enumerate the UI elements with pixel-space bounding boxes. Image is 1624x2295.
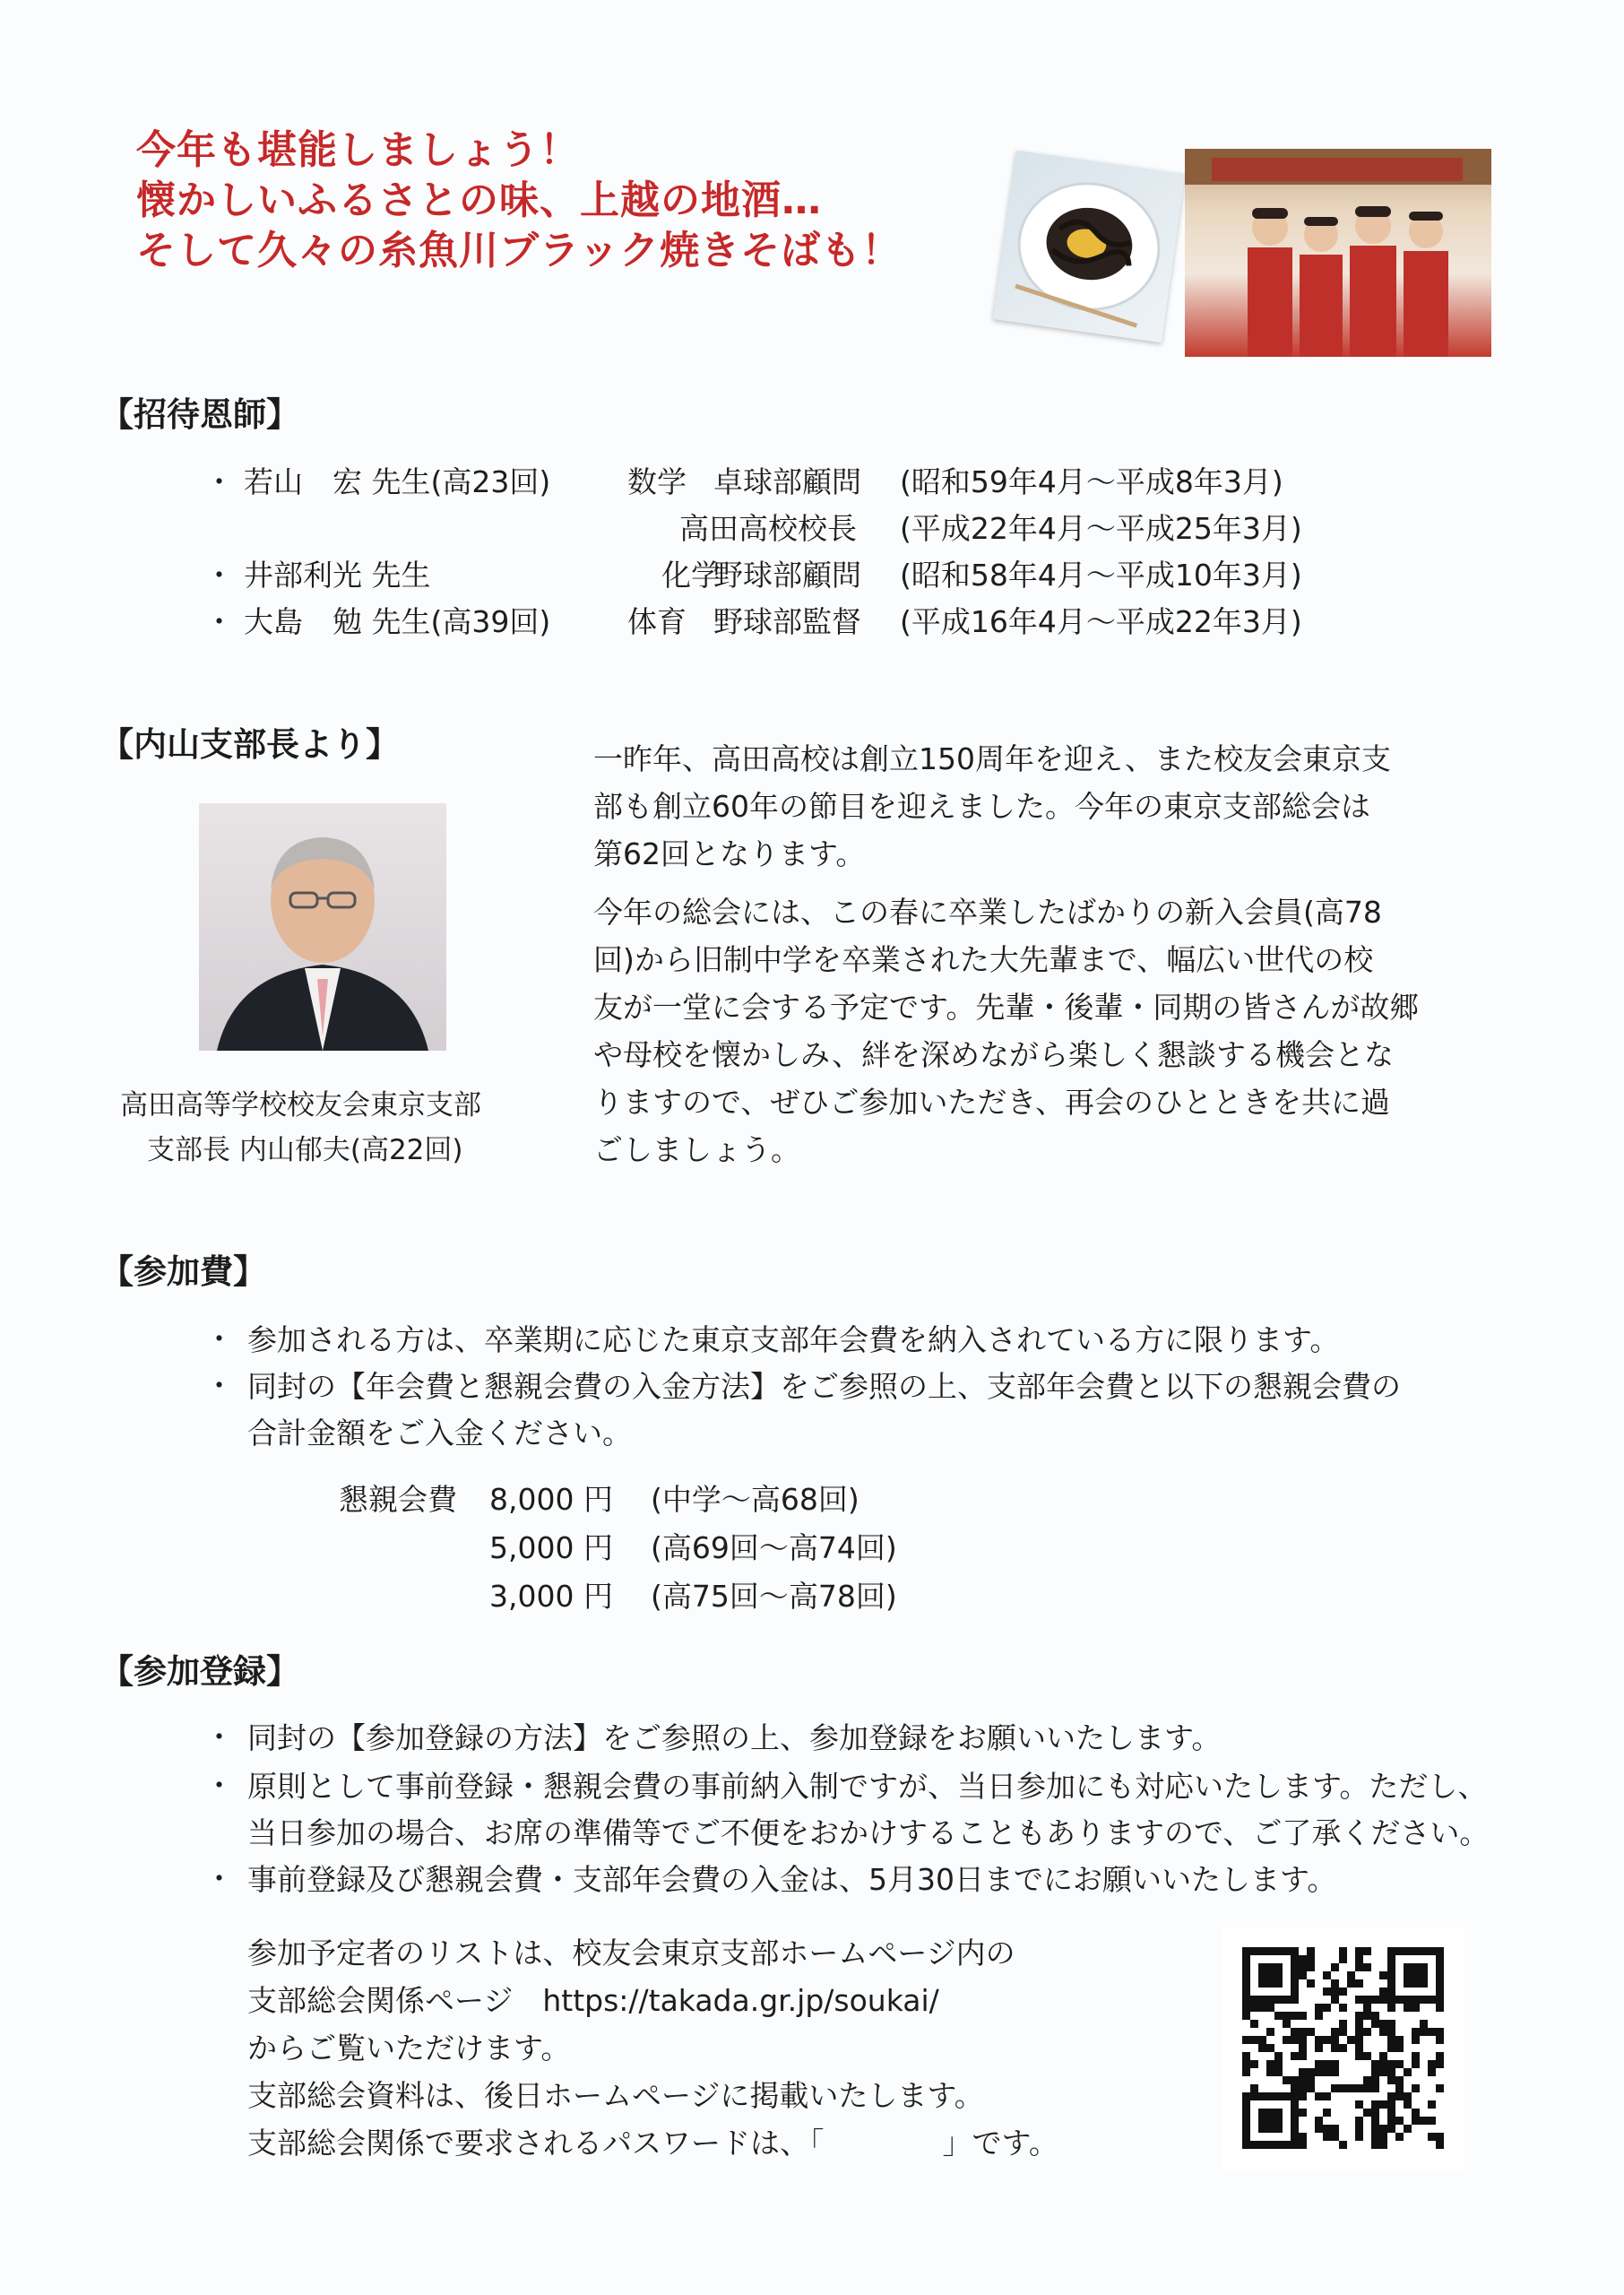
info-line: からご覧いただけます。 <box>247 2031 571 2066</box>
registration-title: 【参加登録】 <box>100 1652 299 1691</box>
message-line: 友が一堂に会する予定です。先輩・後輩・同期の皆さんが故郷 <box>593 990 1420 1025</box>
branch-chief-portrait <box>199 803 446 1051</box>
teacher-period: (平成22年4月～平成25年3月) <box>900 511 1302 546</box>
portrait-caption-name: 支部長 内山郁夫(高22回) <box>147 1134 463 1166</box>
fee-range: (中学～高68回) <box>651 1482 860 1517</box>
teacher-role: 野球部顧問 <box>713 558 861 593</box>
info-line-password: 支部総会関係で要求されるパスワードは、「 」です。 <box>247 2126 1058 2161</box>
teacher-period: (昭和58年4月～平成10年3月) <box>900 558 1302 593</box>
yakisoba-photo <box>993 151 1186 343</box>
registration-bullet-1: 同封の【参加登録の方法】をご参照の上、参加登録をお願いいたします。 <box>247 1720 1222 1755</box>
registration-bullet-3: 事前登録及び懇親会費・支部年会費の入金は、5月30日までにお願いいたします。 <box>247 1862 1337 1897</box>
fee-amount: 5,000 円 <box>489 1530 613 1565</box>
fee-bullet-2a: 同封の【年会費と懇親会費の入金方法】をご参照の上、支部年会費と以下の懇親会費の <box>247 1369 1401 1404</box>
bullet-dot: ・ <box>204 1368 234 1403</box>
fee-range: (高69回～高74回) <box>651 1530 897 1565</box>
headline <box>136 126 979 276</box>
message-line: 今年の総会には、この春に卒業したばかりの新入会員(高78 <box>593 895 1382 930</box>
bullet-dot: ・ <box>204 1719 234 1754</box>
message-title: 【内山支部長より】 <box>100 725 399 764</box>
fee-amount: 8,000 円 <box>489 1482 613 1517</box>
headline-line-2: 懐かしいふるさとの味、上越の地酒… <box>136 178 822 223</box>
message-body <box>593 735 1419 1173</box>
message-line: や母校を懐かしみ、絆を深めながら楽しく懇談する機会とな <box>593 1037 1394 1072</box>
info-line-url[interactable]: 支部総会関係ページ https://takada.gr.jp/soukai/ <box>247 1983 939 2018</box>
headline-line-1: 今年も堪能しましょう！ <box>136 127 580 173</box>
fee-bullet-2b: 合計金額をご入金ください。 <box>247 1416 632 1451</box>
fee-label: 懇親会費 <box>339 1482 457 1517</box>
message-line: りますので、ぜひご参加いただき、再会のひとときを共に過 <box>593 1085 1391 1120</box>
message-line: 回)から旧制中学を卒業された大先輩まで、幅広い世代の校 <box>593 942 1374 977</box>
bullet-dot: ・ <box>204 1861 234 1896</box>
teacher-role: 高田高校校長 <box>679 511 857 546</box>
teacher-period: (平成16年4月～平成22年3月) <box>900 604 1302 639</box>
yakisoba-plate-icon <box>993 151 1186 343</box>
info-line: 支部総会資料は、後日ホームページに掲載いたします。 <box>247 2078 984 2113</box>
teacher-name: 井部利光 先生 <box>244 558 431 593</box>
message-line: ごしましょう。 <box>593 1132 800 1167</box>
fee-amount: 3,000 円 <box>489 1579 613 1614</box>
registration-bullet-2a: 原則として事前登録・懇親会費の事前納入制ですが、当日参加にも対応いたします。ただし、 <box>247 1769 1488 1804</box>
staff-photo <box>1185 149 1491 357</box>
teacher-role: 卓球部顧問 <box>713 464 861 499</box>
teacher-subject: 数学 <box>627 464 687 499</box>
teacher-role: 野球部監督 <box>713 604 861 639</box>
teachers-title: 【招待恩師】 <box>100 395 299 434</box>
message-line: 第62回となります。 <box>593 836 866 871</box>
teacher-name: 大島 勉 先生(高39回) <box>244 604 551 639</box>
teacher-subject: 化学 <box>661 558 721 593</box>
bullet-dot: ・ <box>204 1321 234 1356</box>
teacher-subject: 体育 <box>627 604 687 639</box>
staff-group-icon <box>1185 149 1491 357</box>
portrait-caption-org: 高田高等学校校友会東京支部 <box>120 1089 481 1122</box>
teacher-bullet: ・ <box>204 464 234 499</box>
teacher-bullet: ・ <box>204 558 234 593</box>
fee-title: 【参加費】 <box>100 1252 266 1291</box>
fee-range: (高75回～高78回) <box>651 1579 897 1614</box>
teacher-name: 若山 宏 先生(高23回) <box>244 464 551 499</box>
teacher-bullet: ・ <box>204 604 234 639</box>
registration-info <box>247 1929 1058 2167</box>
teacher-period: (昭和59年4月～平成8年3月) <box>900 464 1283 499</box>
qr-code[interactable] <box>1222 1927 1464 2169</box>
headline-line-3: そして久々の糸魚川ブラック焼きそばも！ <box>136 228 903 273</box>
message-line: 部も創立60年の節目を迎えました。今年の東京支部総会は <box>593 789 1370 824</box>
registration-bullet-2b: 当日参加の場合、お席の準備等でご不便をおかけすることもありますので、ご了承ください。 <box>247 1815 1490 1850</box>
info-line: 参加予定者のリストは、校友会東京支部ホームページ内の <box>247 1936 1015 1970</box>
bullet-dot: ・ <box>204 1768 234 1803</box>
person-portrait-icon <box>199 803 446 1051</box>
qr-code-icon <box>1222 1927 1464 2169</box>
fee-bullet-1: 参加される方は、卒業期に応じた東京支部年会費を納入されている方に限ります。 <box>247 1322 1340 1357</box>
message-line: 一昨年、高田高校は創立150周年を迎え、また校友会東京支 <box>593 741 1391 776</box>
